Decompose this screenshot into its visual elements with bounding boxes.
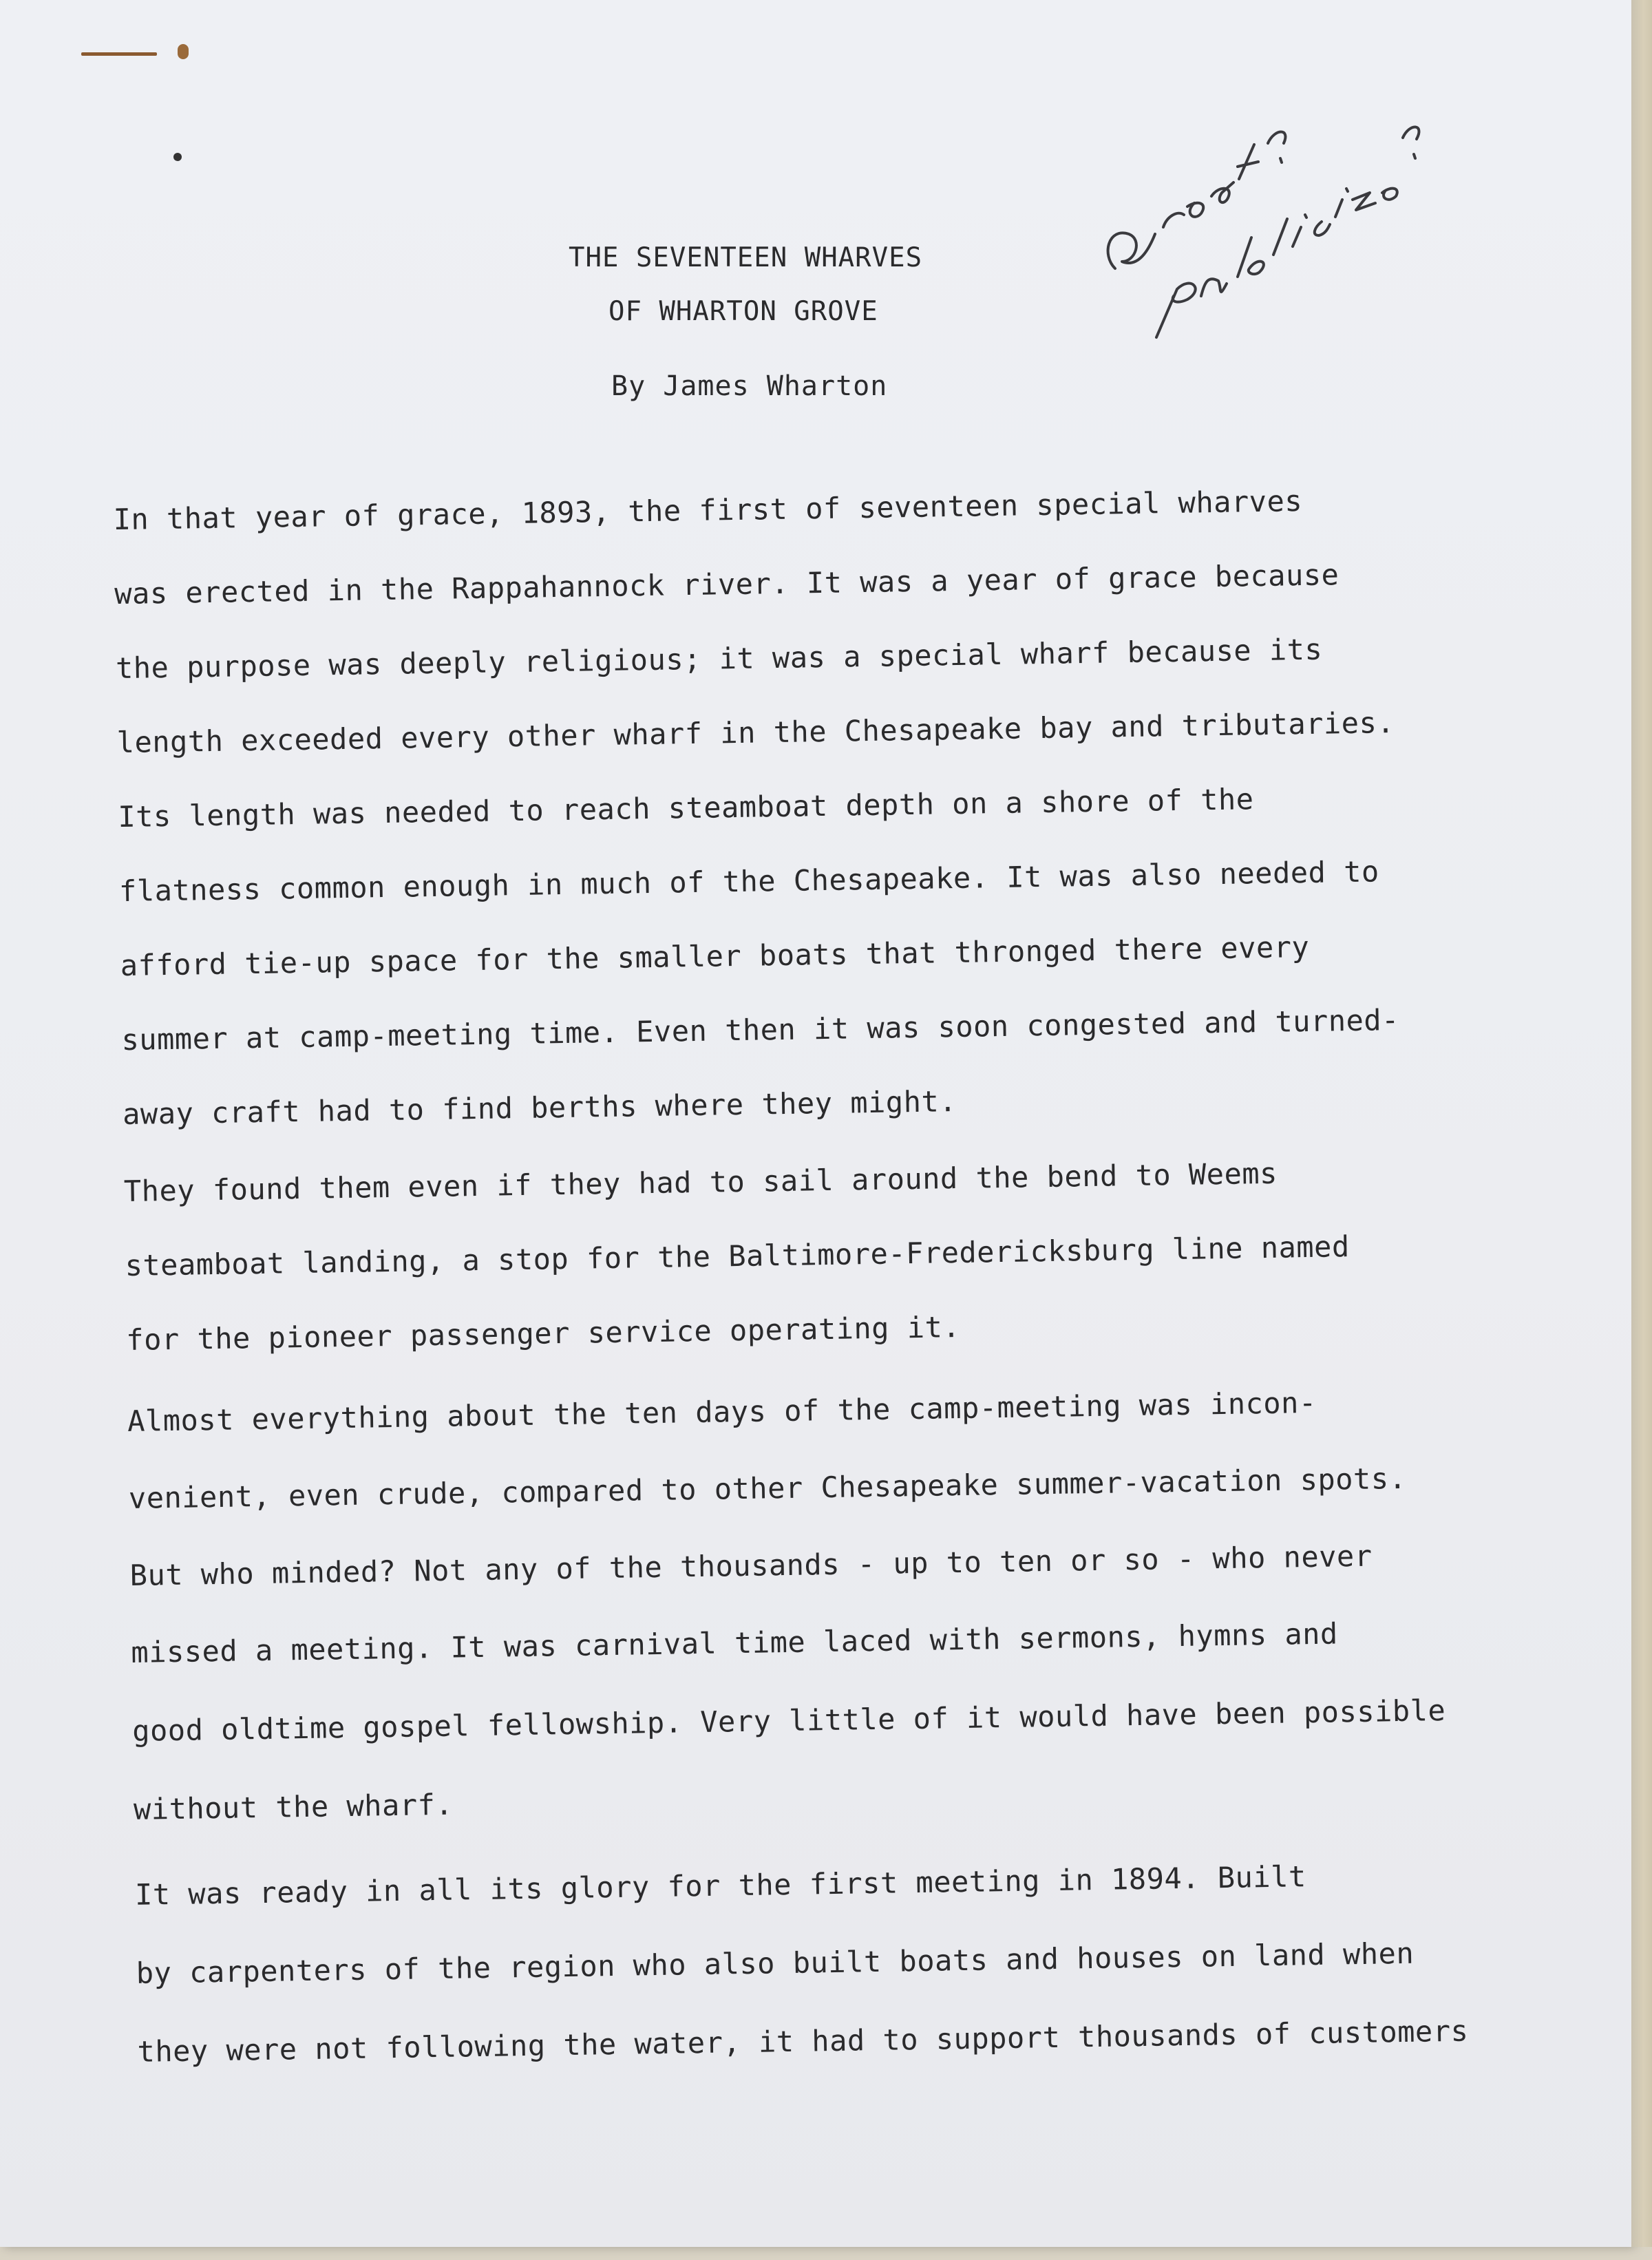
body-line: Almost everything about the ten days of the camp-meeting was incon- bbox=[127, 1385, 1317, 1438]
body-line: Its length was needed to reach steamboat depth on a shore of the bbox=[117, 782, 1254, 834]
body-line: away craft had to find berths where they might. bbox=[122, 1084, 957, 1132]
body-line: venient, even crude, compared to other Chesapeake summer-vacation spots. bbox=[128, 1461, 1407, 1515]
body-line: for the pioneer passenger service operating it. bbox=[125, 1309, 961, 1358]
document-title-line-2: OF WHARTON GROVE bbox=[608, 296, 878, 327]
body-line: In that year of grace, 1893, the first of seventeen special wharves bbox=[113, 484, 1303, 537]
body-line: summer at camp-meeting time. Even then it was soon congested and turned- bbox=[121, 1002, 1400, 1057]
body-line: was erected in the Rappahannock river. It was a year of grace because bbox=[114, 558, 1339, 611]
body-line: flatness common enough in much of the Chesapeake. It was also needed to bbox=[118, 854, 1380, 909]
document-byline: By James Wharton bbox=[611, 370, 888, 402]
body-line: without the wharf. bbox=[133, 1787, 454, 1826]
body-line: It was ready in all its glory for the first meeting in 1894. Built bbox=[134, 1859, 1307, 1912]
body-line: They found them even if they had to sail around the bend to Weems bbox=[123, 1156, 1278, 1209]
body-line: good oldtime gospel fellowship. Very little of it would have been possible bbox=[131, 1693, 1446, 1748]
body-line: missed a meeting. It was carnival time laced with sermons, hymns and bbox=[131, 1616, 1339, 1669]
body-line: the purpose was deeply religious; it was a special wharf because its bbox=[115, 632, 1323, 686]
document-title-line-1: THE SEVENTEEN WHARVES bbox=[569, 242, 923, 273]
body-line: by carpenters of the region who also built boats and houses on land when bbox=[136, 1936, 1415, 1990]
body-line: length exceeded every other wharf in the Chesapeake bay and tributaries. bbox=[116, 705, 1395, 760]
paper-edge-background bbox=[1631, 0, 1652, 2247]
body-line: steamboat landing, a stop for the Baltimore-Fredericksburg line named bbox=[125, 1229, 1351, 1283]
body-line: they were not following the water, it had to support thousands of customers bbox=[137, 2014, 1469, 2069]
body-line: But who minded? Not any of the thousands - up to ten or so - who never bbox=[129, 1539, 1373, 1592]
body-line: afford tie-up space for the smaller boats that thronged there every bbox=[120, 929, 1310, 983]
